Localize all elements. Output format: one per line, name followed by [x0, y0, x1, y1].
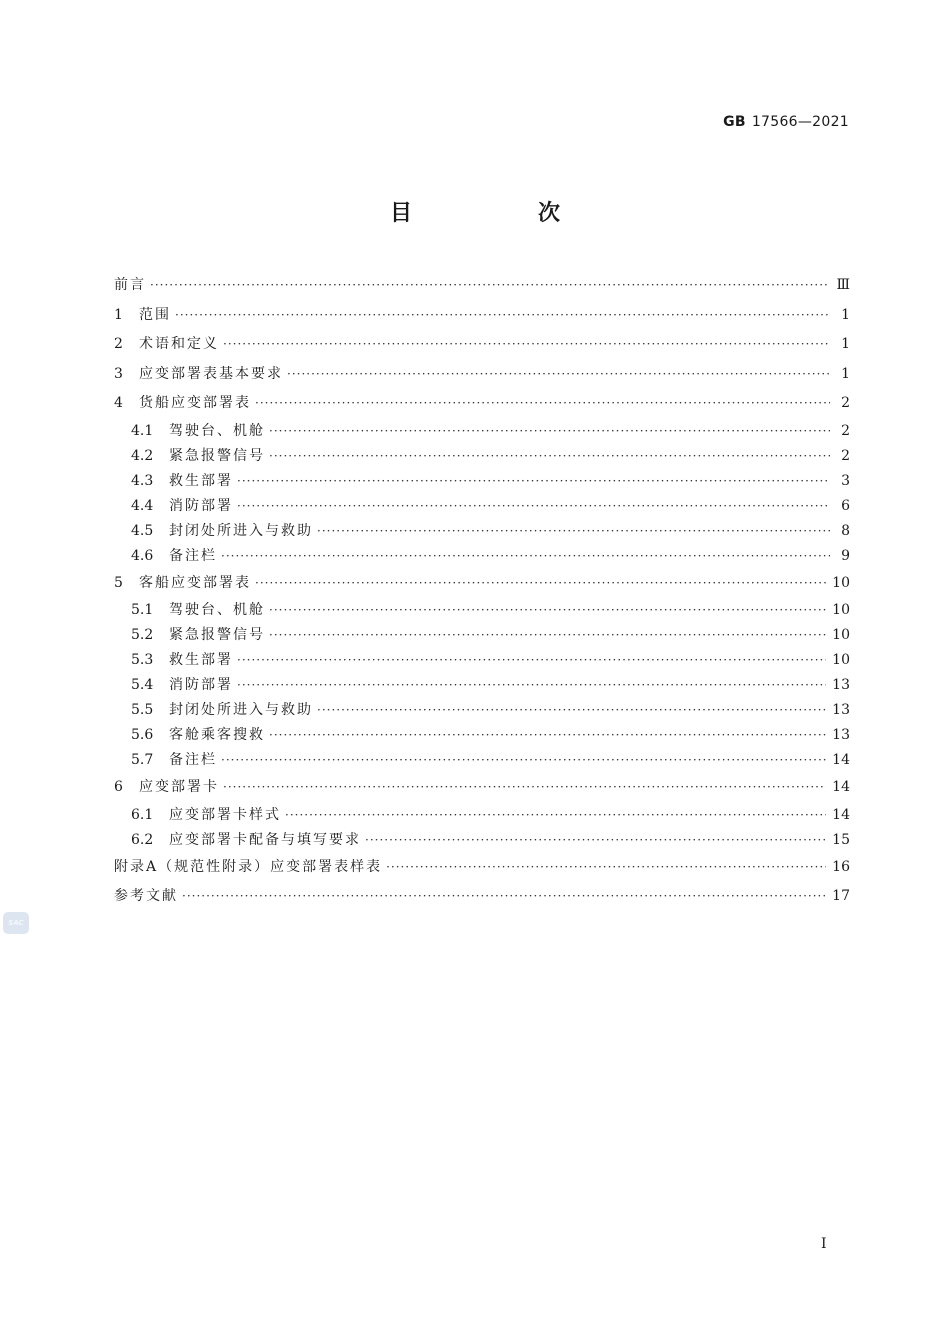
toc-entry-label: 应变部署卡样式 — [169, 806, 281, 823]
toc-entry[interactable] — [114, 623, 850, 648]
toc-leader-dots — [237, 673, 826, 698]
toc-entry-label: 客船应变部署表 — [139, 574, 251, 591]
toc-entry-page: 1 — [841, 306, 850, 323]
toc-leader-dots — [285, 803, 826, 828]
toc-entry-label: 备注栏 — [169, 547, 217, 564]
toc-entry[interactable] — [114, 723, 850, 748]
toc-entry-number: 5.7 — [131, 752, 154, 768]
toc-entry-label: 救生部署 — [169, 472, 233, 489]
page-title: 目 次 — [389, 201, 612, 226]
toc-leader-dots — [223, 330, 830, 360]
toc-entry-page: 10 — [832, 602, 850, 618]
toc-leader-dots — [269, 598, 826, 623]
toc-entry-label: 货船应变部署表 — [139, 395, 251, 411]
toc-entry[interactable] — [114, 519, 850, 544]
toc-leader-dots — [269, 444, 830, 469]
toc-entry[interactable] — [114, 569, 850, 599]
toc-entry-page: 17 — [832, 888, 850, 904]
toc-entry-number: 5.1 — [131, 602, 154, 618]
toc-leader-dots — [255, 389, 830, 419]
toc-entry[interactable] — [114, 882, 850, 912]
toc-leader-dots — [317, 519, 830, 544]
toc-leader-dots — [221, 544, 830, 569]
toc-leader-dots — [223, 773, 826, 803]
toc-entry-label: 参考文献 — [114, 888, 178, 904]
toc-entry-number: 5 — [114, 574, 123, 591]
toc-leader-dots — [237, 469, 830, 494]
toc-entry-label: 封闭处所进入与救助 — [169, 522, 313, 539]
toc-entry-label: 封闭处所进入与救助 — [169, 702, 313, 718]
toc-entry-number: 5.4 — [131, 677, 154, 693]
toc-leader-dots — [221, 748, 826, 773]
toc-entry-page: 10 — [832, 627, 850, 643]
toc-entry-label: 紧急报警信号 — [169, 627, 265, 643]
toc-leader-dots — [269, 623, 826, 648]
toc-entry-label: 客舱乘客搜救 — [169, 727, 265, 743]
toc-entry-page: 1 — [841, 336, 850, 352]
toc-entry[interactable] — [114, 330, 850, 360]
page-number: Ⅰ — [821, 1236, 827, 1252]
toc-entry[interactable] — [114, 419, 850, 444]
toc-entry-number: 4.3 — [131, 472, 154, 489]
toc-entry-number: 6 — [114, 779, 123, 795]
toc-entry-label: 消防部署 — [169, 497, 233, 514]
toc-entry[interactable] — [114, 360, 850, 390]
toc-entry[interactable] — [114, 828, 850, 853]
toc-entry-number: 4.5 — [131, 522, 154, 539]
toc-entry-page: 1 — [841, 365, 850, 382]
toc-entry-number: 1 — [114, 306, 123, 323]
toc-entry[interactable] — [114, 271, 850, 301]
standard-prefix: GB — [723, 114, 746, 130]
toc-entry-number: 3 — [114, 365, 123, 382]
toc-entry[interactable] — [114, 803, 850, 828]
sac-watermark-logo: SAC — [3, 912, 29, 934]
toc-entry-page: 2 — [841, 422, 850, 439]
toc-leader-dots — [287, 360, 830, 390]
toc-leader-dots — [237, 494, 830, 519]
toc-entry-page: 13 — [832, 702, 850, 718]
toc-entry-page: 2 — [841, 447, 850, 464]
toc-entry-label: 应变部署卡配备与填写要求 — [169, 831, 361, 848]
toc-entry[interactable] — [114, 444, 850, 469]
toc-leader-dots — [175, 301, 830, 331]
toc-entry-number: 4.4 — [131, 497, 154, 514]
toc-entry-number: 5.5 — [131, 702, 154, 718]
standard-number: 17566—2021 — [751, 114, 849, 130]
toc-leader-dots — [150, 271, 830, 301]
toc-leader-dots — [317, 698, 826, 723]
toc-entry-page: 6 — [841, 497, 850, 514]
toc-entry-page: 10 — [832, 652, 850, 668]
toc-entry[interactable] — [114, 748, 850, 773]
toc-entry-number: 6.1 — [131, 806, 154, 823]
toc-entry-page: 14 — [832, 752, 850, 768]
toc-entry-label: 紧急报警信号 — [169, 447, 265, 464]
toc-entry-label: 驾驶台、机舱 — [169, 422, 265, 439]
toc-entry-page: Ⅲ — [836, 277, 850, 293]
toc-entry-number: 5.2 — [131, 627, 154, 643]
toc-leader-dots — [386, 853, 826, 883]
toc-entry-page: 2 — [841, 395, 850, 411]
toc-entry[interactable] — [114, 698, 850, 723]
standard-code — [723, 114, 849, 130]
toc-entry-number: 4.6 — [131, 547, 154, 564]
table-of-contents — [114, 271, 850, 912]
toc-entry-label: 术语和定义 — [139, 336, 219, 352]
toc-entry-page: 3 — [841, 472, 850, 489]
toc-entry[interactable] — [114, 598, 850, 623]
toc-entry-label: 应变部署表基本要求 — [139, 365, 283, 382]
toc-entry[interactable] — [114, 648, 850, 673]
toc-entry[interactable] — [114, 301, 850, 331]
toc-entry[interactable] — [114, 853, 850, 883]
toc-entry[interactable] — [114, 389, 850, 419]
toc-entry-page: 13 — [832, 677, 850, 693]
toc-entry-page: 14 — [832, 806, 850, 823]
toc-leader-dots — [182, 882, 826, 912]
toc-entry-label: 救生部署 — [169, 652, 233, 668]
toc-entry-label: 附录A（规范性附录）应变部署表样表 — [114, 858, 383, 875]
toc-entry-label: 消防部署 — [169, 677, 233, 693]
toc-entry-page: 15 — [832, 831, 850, 848]
toc-entry-label: 前言 — [114, 277, 146, 293]
toc-entry-page: 9 — [841, 547, 850, 564]
toc-entry-page: 13 — [832, 727, 850, 743]
toc-entry[interactable] — [114, 544, 850, 569]
toc-entry-page: 8 — [841, 522, 850, 539]
toc-entry[interactable] — [114, 494, 850, 519]
toc-leader-dots — [269, 419, 830, 444]
toc-entry-label: 驾驶台、机舱 — [169, 602, 265, 618]
toc-entry-page: 16 — [832, 858, 850, 875]
toc-leader-dots — [237, 648, 826, 673]
toc-leader-dots — [255, 569, 826, 599]
toc-entry[interactable] — [114, 469, 850, 494]
toc-entry-number: 5.6 — [131, 727, 154, 743]
toc-entry-page: 14 — [832, 779, 850, 795]
toc-leader-dots — [269, 723, 826, 748]
toc-entry-label: 应变部署卡 — [139, 779, 219, 795]
toc-entry-number: 6.2 — [131, 831, 154, 848]
toc-entry-label: 范围 — [139, 306, 171, 323]
toc-leader-dots — [365, 828, 826, 853]
toc-entry-label: 备注栏 — [169, 752, 217, 768]
toc-entry[interactable] — [114, 773, 850, 803]
toc-entry-number: 5.3 — [131, 652, 154, 668]
toc-entry-number: 2 — [114, 336, 123, 352]
toc-entry-number: 4.1 — [131, 422, 154, 439]
toc-entry-page: 10 — [832, 574, 850, 591]
toc-entry[interactable] — [114, 673, 850, 698]
toc-entry-number: 4.2 — [131, 447, 154, 464]
toc-entry-number: 4 — [114, 395, 123, 411]
